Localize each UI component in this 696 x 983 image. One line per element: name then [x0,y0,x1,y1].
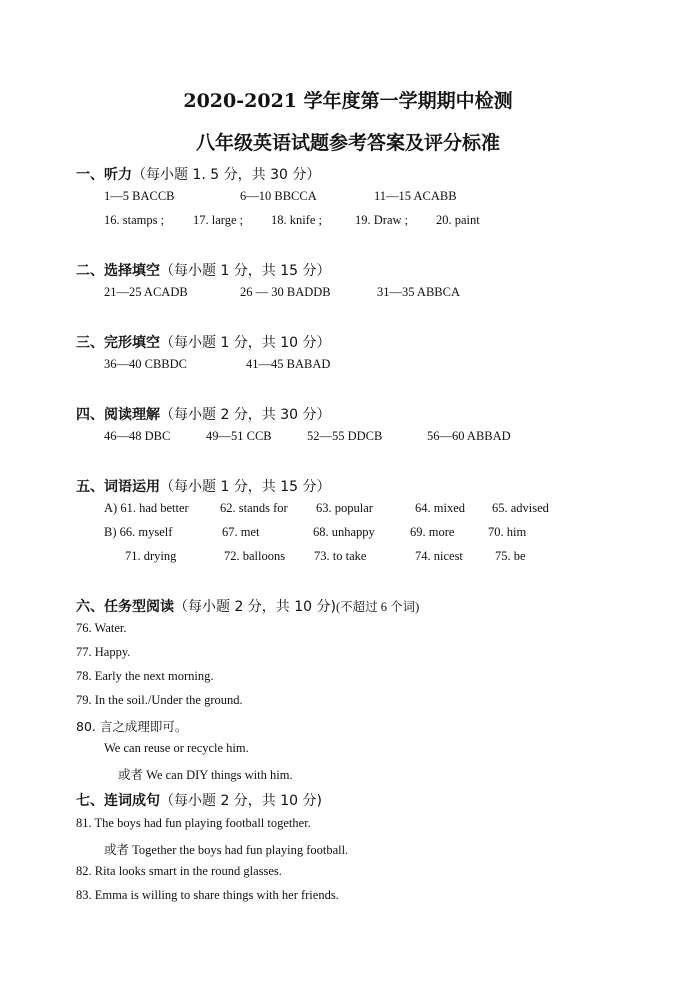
section-2-heading [76,260,331,280]
answer: 26 — 30 BADDB [240,285,331,299]
section-note: （每小题 1 分，共 10 分） [160,335,331,351]
answer: 46—48 DBC [104,429,171,443]
answer: 56—60 ABBAD [427,429,511,443]
section-note: （每小题 2 分，共 30 分） [160,407,331,423]
answer: 68. unhappy [313,525,375,539]
answer-item: 77. Happy. [76,645,131,659]
section-7-heading [76,790,322,810]
answer-item: 78. Early the next morning. [76,669,214,683]
answer: 63. popular [316,501,373,515]
section-label: 七、连词成句 [76,793,160,809]
answer: 36—40 CBBDC [104,357,188,371]
answer: 17. large ; [193,213,244,227]
page-title: 2020-2021 学年度第一学期期中检测 [183,90,513,112]
answer: 49—51 CCB [206,429,272,443]
section-label: 六、任务型阅读 [76,599,174,615]
answer: A) 61. had better [104,501,189,515]
answer: 69. more [410,525,455,539]
alt-text: Together the boys had fun playing football. [132,843,349,857]
answer-item: 83. Emma is willing to share things with her friends. [76,888,339,902]
section-3-heading [76,332,331,352]
answer: 52—55 DDCB [307,429,383,443]
answer: 64. mixed [415,501,465,515]
answer: 65. advised [492,501,549,515]
alt-prefix: 或者 [104,842,130,857]
answer: 20. paint [436,213,480,227]
answer: 73. to take [314,549,367,563]
answer: 6—10 BBCCA [240,189,317,203]
section-label: 一、听力 [76,167,132,183]
section-label: 四、阅读理解 [76,407,160,423]
answer: 41—45 BABAD [246,357,331,371]
section-6-heading [76,596,419,616]
answer: 18. knife ; [271,213,323,227]
answer-line: We can reuse or recycle him. [104,741,249,755]
answer-item: 76. Water. [76,621,127,635]
answer: 19. Draw ; [355,213,409,227]
section-extra-note: (不超过 6 个词) [335,600,420,614]
section-label: 三、完形填空 [76,335,160,351]
answer: 21—25 ACADB [104,285,188,299]
answer: 31—35 ABBCA [377,285,461,299]
answer: 72. balloons [224,549,286,563]
section-note: （每小题 1 分，共 15 分） [160,479,331,495]
answer: 75. be [495,549,526,563]
answer: B) 66. myself [104,525,173,539]
answer: 67. met [222,525,260,539]
answer: 62. stands for [220,501,288,515]
section-label: 二、选择填空 [76,263,160,279]
answer: 1—5 BACCB [104,189,175,203]
answer-item: 81. The boys had fun playing football together. [76,816,311,830]
answer: 70. him [488,525,527,539]
answer: 11—15 ACABB [374,189,457,203]
answer-alternative [118,765,293,783]
answer-alternative [104,840,348,858]
alt-prefix: 或者 [118,767,144,782]
alt-text: We can DIY things with him. [146,768,293,782]
answer-item: 79. In the soil./Under the ground. [76,693,243,707]
section-4-heading [76,404,331,424]
answer-item: 82. Rita looks smart in the round glasses. [76,864,282,878]
section-5-heading [76,476,331,496]
answer: 16. stamps ; [104,213,165,227]
answer: 74. nicest [415,549,463,563]
section-label: 五、词语运用 [76,479,160,495]
section-1-heading [76,164,320,184]
page-subtitle: 八年级英语试题参考答案及评分标准 [195,132,500,154]
section-note: （每小题 1. 5 分，共 30 分） [132,167,321,183]
section-note: （每小题 2 分，共 10 分) [174,599,336,615]
answer: 71. drying [125,549,177,563]
section-note: （每小题 2 分，共 10 分) [160,793,322,809]
answer-item-80: 80. 言之成理即可。 [76,719,188,734]
section-note: （每小题 1 分，共 15 分） [160,263,331,279]
